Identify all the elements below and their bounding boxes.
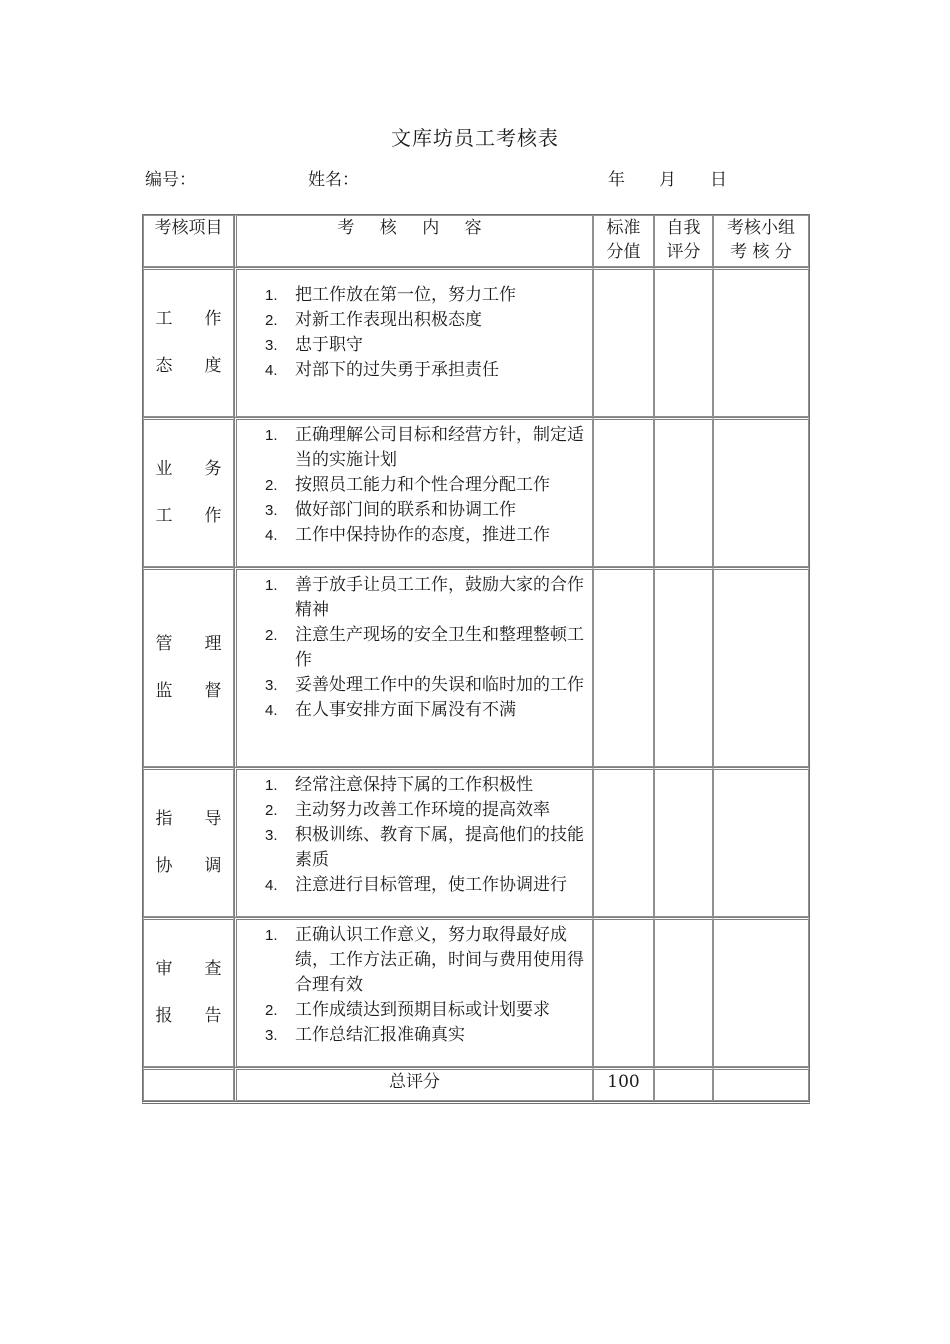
category-char: 工 — [155, 506, 173, 526]
criteria-number: 4. — [265, 877, 278, 894]
criteria-item — [237, 423, 592, 473]
standard-score-cell[interactable] — [593, 917, 654, 1067]
total-label: 总评分 — [234, 1067, 593, 1101]
criteria-item — [237, 333, 592, 358]
day-label: 日 — [710, 170, 727, 190]
category-char: 协 — [155, 856, 173, 876]
criteria-item — [237, 798, 592, 823]
category-char: 度 — [204, 356, 222, 376]
section-row — [143, 267, 809, 417]
criteria-text: 经常注意保持下属的工作积极性 — [295, 775, 533, 795]
self-score-cell[interactable] — [654, 767, 713, 917]
criteria-number: 3. — [265, 827, 278, 844]
criteria-number: 1. — [265, 287, 278, 304]
criteria-number: 2. — [265, 627, 278, 644]
name-label: 姓名： — [308, 170, 359, 190]
criteria-number: 2. — [265, 1002, 278, 1019]
evaluation-table — [142, 214, 810, 1104]
criteria-number: 3. — [265, 502, 278, 519]
criteria-text: 正确理解公司目标和经营方针，制定适当的实施计划 — [295, 425, 584, 470]
category-char: 告 — [204, 1006, 222, 1026]
section-category — [143, 417, 234, 567]
category-char: 审 — [155, 959, 173, 979]
category-char: 督 — [204, 681, 222, 701]
criteria-number: 4. — [265, 702, 278, 719]
criteria-text: 妥善处理工作中的失误和临时加的工作 — [295, 675, 584, 695]
criteria-number: 3. — [265, 337, 278, 354]
criteria-text: 工作中保持协作的态度，推进工作 — [295, 525, 550, 545]
page-title: 文库坊员工考核表 — [391, 126, 559, 150]
criteria-item — [237, 498, 592, 523]
criteria-text: 工作成绩达到预期目标或计划要求 — [295, 1000, 550, 1020]
number-label: 编号： — [145, 170, 196, 190]
criteria-item — [237, 308, 592, 333]
criteria-text: 忠于职守 — [295, 335, 363, 355]
self-score-cell[interactable] — [654, 267, 713, 417]
total-blank-cell[interactable] — [143, 1067, 234, 1101]
category-char: 作 — [204, 506, 222, 526]
section-row — [143, 917, 809, 1067]
header-content: 考 核 内 容 — [234, 215, 593, 267]
category-char: 查 — [204, 959, 222, 979]
criteria-text: 善于放手让员工工作，鼓励大家的合作精神 — [295, 575, 584, 620]
header-item: 考核项目 — [143, 215, 234, 267]
criteria-item — [237, 283, 592, 308]
criteria-list — [237, 923, 592, 1048]
criteria-list — [237, 773, 592, 898]
criteria-item — [237, 1023, 592, 1048]
criteria-item — [237, 823, 592, 873]
group-score-cell[interactable] — [713, 567, 809, 767]
criteria-number: 1. — [265, 777, 278, 794]
header-standard-score: 标准 分值 — [593, 215, 654, 267]
group-score-cell[interactable] — [713, 417, 809, 567]
total-group-score[interactable] — [713, 1067, 809, 1101]
criteria-text: 在人事安排方面下属没有不满 — [295, 700, 516, 720]
section-content — [234, 917, 593, 1067]
criteria-number: 2. — [265, 477, 278, 494]
criteria-text: 把工作放在第一位，努力工作 — [295, 285, 516, 305]
self-score-cell[interactable] — [654, 567, 713, 767]
standard-score-cell[interactable] — [593, 767, 654, 917]
criteria-text: 工作总结汇报准确真实 — [295, 1025, 465, 1045]
section-category — [143, 267, 234, 417]
criteria-text: 对新工作表现出积极态度 — [295, 310, 482, 330]
standard-score-cell[interactable] — [593, 567, 654, 767]
criteria-item — [237, 698, 592, 723]
criteria-list — [237, 283, 592, 383]
criteria-number: 3. — [265, 677, 278, 694]
total-self-score[interactable] — [654, 1067, 713, 1101]
standard-score-cell[interactable] — [593, 267, 654, 417]
criteria-number: 4. — [265, 362, 278, 379]
criteria-number: 2. — [265, 802, 278, 819]
criteria-text: 做好部门间的联系和协调工作 — [295, 500, 516, 520]
category-char: 管 — [155, 634, 173, 654]
criteria-number: 3. — [265, 1027, 278, 1044]
year-label: 年 — [608, 170, 625, 190]
criteria-list — [237, 573, 592, 723]
section-category — [143, 917, 234, 1067]
category-char: 工 — [155, 309, 173, 329]
criteria-text: 积极训练、教育下属，提高他们的技能素质 — [295, 825, 584, 870]
group-score-cell[interactable] — [713, 267, 809, 417]
category-char: 务 — [204, 459, 222, 479]
header-row — [143, 215, 809, 267]
section-category — [143, 767, 234, 917]
section-content — [234, 417, 593, 567]
total-standard-score: 100 — [593, 1067, 654, 1101]
criteria-list — [237, 423, 592, 548]
criteria-item — [237, 673, 592, 698]
criteria-text: 主动努力改善工作环境的提高效率 — [295, 800, 550, 820]
criteria-item — [237, 623, 592, 673]
criteria-text: 注意进行目标管理，使工作协调进行 — [295, 875, 567, 895]
category-char: 理 — [204, 634, 222, 654]
total-row — [143, 1067, 809, 1101]
criteria-item — [237, 523, 592, 548]
criteria-number: 1. — [265, 927, 278, 944]
date-field — [608, 165, 727, 190]
section-row — [143, 567, 809, 767]
category-char: 指 — [155, 809, 173, 829]
criteria-text: 按照员工能力和个性合理分配工作 — [295, 475, 550, 495]
group-score-cell[interactable] — [713, 767, 809, 917]
criteria-item — [237, 773, 592, 798]
section-content — [234, 767, 593, 917]
criteria-item — [237, 573, 592, 623]
section-category — [143, 567, 234, 767]
month-label: 月 — [659, 170, 676, 190]
criteria-text: 注意生产现场的安全卫生和整理整顿工作 — [295, 625, 584, 670]
criteria-number: 1. — [265, 427, 278, 444]
category-char: 作 — [204, 309, 222, 329]
section-content — [234, 567, 593, 767]
section-row — [143, 767, 809, 917]
group-score-cell[interactable] — [713, 917, 809, 1067]
criteria-number: 1. — [265, 577, 278, 594]
header-group-score: 考核小组 考 核 分 — [713, 215, 809, 267]
criteria-text: 正确认识工作意义，努力取得最好成绩，工作方法正确，时间与费用使用得合理有效 — [295, 925, 584, 995]
header-self-score: 自我 评分 — [654, 215, 713, 267]
criteria-item — [237, 873, 592, 898]
category-char: 监 — [155, 681, 173, 701]
criteria-number: 2. — [265, 312, 278, 329]
section-content — [234, 267, 593, 417]
category-char: 导 — [204, 809, 222, 829]
self-score-cell[interactable] — [654, 417, 713, 567]
category-char: 态 — [155, 356, 173, 376]
criteria-item — [237, 473, 592, 498]
category-char: 业 — [155, 459, 173, 479]
criteria-item — [237, 358, 592, 383]
category-char: 调 — [204, 856, 222, 876]
criteria-item — [237, 923, 592, 998]
criteria-text: 对部下的过失勇于承担责任 — [295, 360, 499, 380]
self-score-cell[interactable] — [654, 917, 713, 1067]
section-row — [143, 417, 809, 567]
criteria-number: 4. — [265, 527, 278, 544]
criteria-item — [237, 998, 592, 1023]
category-char: 报 — [155, 1006, 173, 1026]
standard-score-cell[interactable] — [593, 417, 654, 567]
